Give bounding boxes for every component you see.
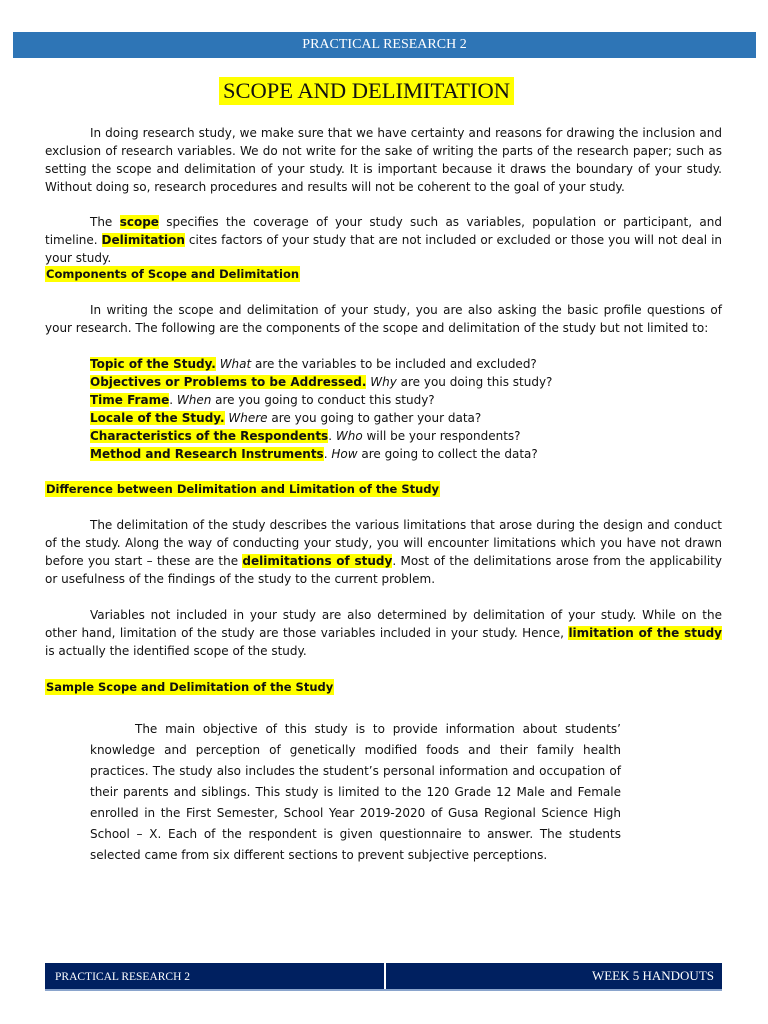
difference-paragraph-2: Variables not included in your study are also determined by delimitation of your study. While on the other hand, limitation of the study are those variables included in your study. Hence, limitation of the study is actually the identified scope of the study.	[45, 608, 722, 658]
difference-heading: Difference between Delimitation and Limitation of the Study	[46, 482, 440, 496]
component-item-locale: Locale of the Study. Where are you going to gather your data?	[90, 411, 482, 425]
intro-paragraph: In doing research study, we make sure that we have certainty and reasons for drawing the inclusion and exclusion of research variables. We do not write for the sake of writing the parts of the research paper; such as setting the scope and delimitation of your study. It is important because it draws the boundary of your study. Without doing so, research procedures and results will not be coherent to the goal of your study.	[45, 126, 722, 194]
component-item-method: Method and Research Instruments. How are going to collect the data?	[90, 447, 538, 461]
sample-heading: Sample Scope and Delimitation of the Study	[46, 680, 334, 694]
footer-week: WEEK 5 HANDOUTS	[591, 968, 714, 983]
course-header: PRACTICAL RESEARCH 2	[302, 37, 467, 52]
header-bar	[13, 32, 756, 58]
limitation-term: limitation of the study	[568, 626, 722, 640]
component-item-topic: Topic of the Study. What are the variables to be included and excluded?	[90, 357, 537, 371]
delimitation-text: cites factors of your study that are not included or excluded or those you will not deal in your study.	[45, 233, 723, 265]
component-item-time-frame: Time Frame. When are you going to conduct this study?	[90, 393, 435, 407]
scope-term: scope	[119, 215, 159, 229]
footer-divider	[384, 963, 386, 989]
definitions-paragraph	[45, 213, 722, 267]
components-heading: Components of Scope and Delimitation	[46, 267, 300, 281]
scope-pre: The	[90, 215, 120, 229]
page-title: SCOPE AND DELIMITATION	[219, 77, 514, 105]
component-item-objectives: Objectives or Problems to be Addressed. Why are you doing this study?	[90, 375, 553, 389]
components-intro: In writing the scope and delimitation of your study, you are also asking the basic profile questions of your research. The following are the components of the scope and delimitation of the study but not limited to:	[45, 303, 722, 335]
components-list	[90, 355, 710, 463]
footer-bar	[45, 963, 722, 991]
footer-course: PRACTICAL RESEARCH 2	[55, 971, 191, 983]
scope-text: specifies the coverage of your study such as variables, population or participant, and timeline.	[45, 215, 722, 247]
sample-paragraph: The main objective of this study is to provide information about students’ knowledge and perception of genetically modified foods and their family health practices. The study also includes the student’s personal information and occupation of their parents and siblings. This study is limited to the 120 Grade 12 Male and Female enrolled in the First Semester, School Year 2019-2020 of Gusa Regional Science High School – X. Each of the respondent is given questionnaire to answer. The students selected came from six different sections to prevent subjective perceptions.	[90, 722, 621, 862]
delimitation-term: Delimitation	[101, 233, 185, 247]
component-item-respondents: Characteristics of the Respondents. Who will be your respondents?	[90, 429, 521, 443]
delimitations-term: delimitations of study	[242, 554, 393, 568]
difference-paragraph-1: The delimitation of the study describes the various limitations that arose during the design and conduct of the study. Along the way of conducting your study, you will encounter limitations which you have not drawn before you start – these are the delimitations of study. Most of the delimitations arose from the applicability or usefulness of the findings of the study to the current problem.	[45, 518, 722, 586]
